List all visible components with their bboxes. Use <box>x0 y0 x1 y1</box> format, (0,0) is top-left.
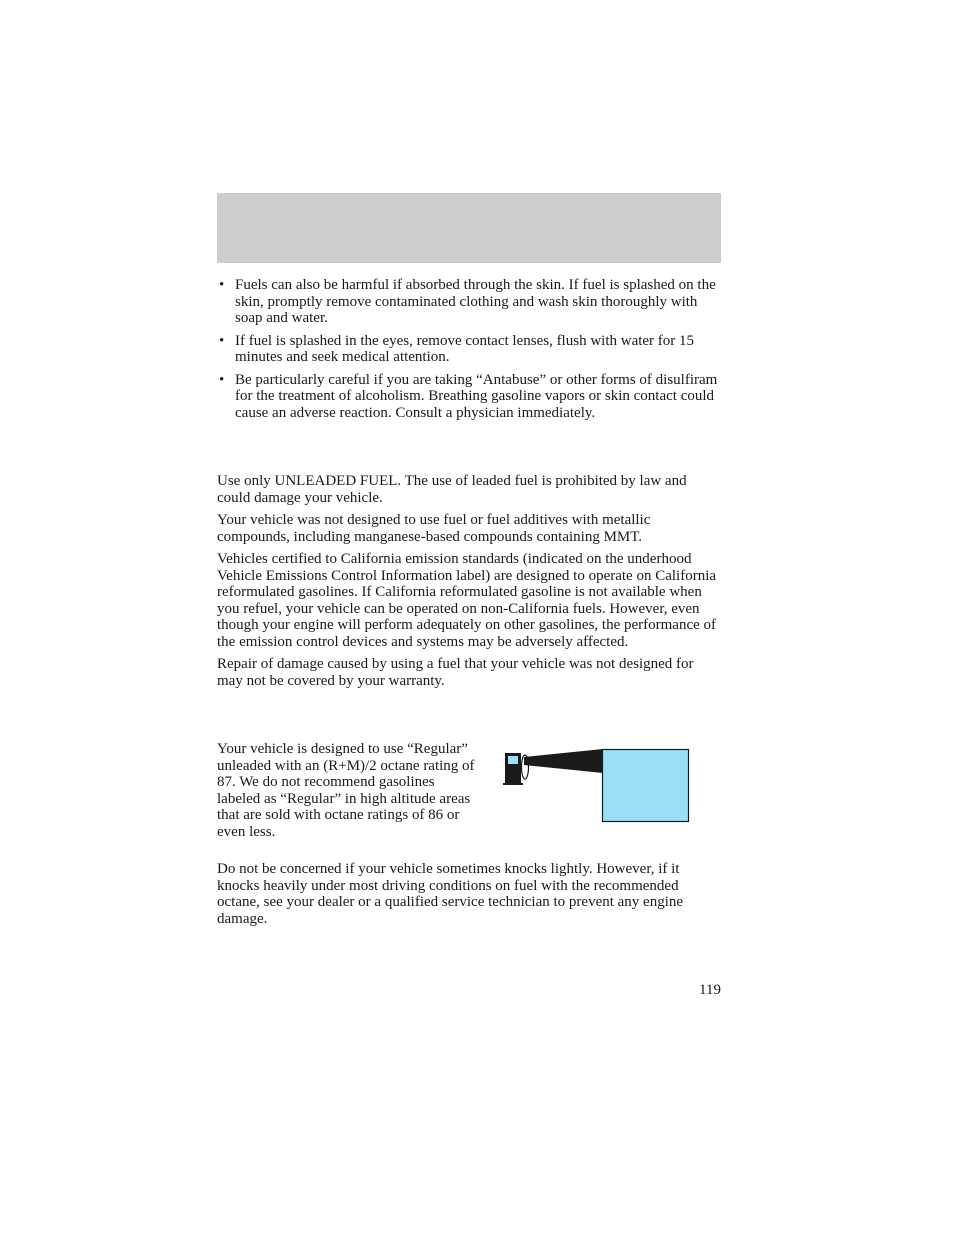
fuel-paragraph: Vehicles certified to California emission standards (indicated on the underhood Vehicle Emissions Control Information label) are designed to operate on California reformulated gasolines. If California reformulated gasoline is not available when you refuel, your vehicle can be operated on non-California fuels. However, even though your engine will perform adequately on other gasolines, the performance of the emission control devices and systems may be adversely affected. <box>217 551 717 650</box>
fuel-paragraph: Your vehicle was not designed to use fuel or fuel additives with metallic compounds, including manganese-based compounds containing MMT. <box>217 512 651 545</box>
list-item <box>217 277 721 327</box>
section-header-band <box>217 193 721 263</box>
bullet-icon: • <box>219 277 225 293</box>
fuel-pump-octane-illustration <box>502 748 692 824</box>
list-item <box>217 333 721 366</box>
page-number: 119 <box>699 982 721 998</box>
engine-knock-section <box>217 861 721 933</box>
fuel-paragraph: Repair of damage caused by using a fuel that your vehicle was not designed for may not be covered by your warranty. <box>217 656 694 689</box>
bullet-text: Be particularly careful if you are taking “Antabuse” or other forms of disulfiram for the treatment of alcoholism. Breathing gasoline vapors or skin contact could cause an adverse reaction. Consult a physician immediately. <box>235 371 718 421</box>
octane-label-box <box>603 750 689 822</box>
bullet-text: Fuels can also be harmful if absorbed through the skin. If fuel is splashed on the skin, promptly remove contaminated clothing and wash skin thoroughly with soap and water. <box>235 277 716 326</box>
fuel-requirements-section <box>217 473 721 695</box>
bullet-icon: • <box>219 332 225 349</box>
bullet-text: If fuel is splashed in the eyes, remove contact lenses, flush with water for 15 minutes and seek medical attention. <box>235 332 695 365</box>
callout-pointer-icon <box>524 749 603 773</box>
fuel-paragraph: Use only UNLEADED FUEL. The use of leaded fuel is prohibited by law and could damage your vehicle. <box>217 473 687 506</box>
safety-bullet-list-container <box>217 277 721 427</box>
knock-paragraph: Do not be concerned if your vehicle sometimes knocks lightly. However, if it knocks heavily under most driving conditions on fuel with the recommended octane, see your dealer or a qualified service technician to prevent any engine damage. <box>217 861 684 927</box>
bullet-icon: • <box>219 371 225 388</box>
list-item <box>217 372 721 422</box>
octane-recommendation-text: Your vehicle is designed to use “Regular” unleaded with an (R+M)/2 octane rating of 87. We do not recommend gasolines labeled as “Regular” in high altitude areas that are sold with octane ratings of 86 or even less. <box>217 741 475 840</box>
safety-bullet-list <box>217 277 721 421</box>
